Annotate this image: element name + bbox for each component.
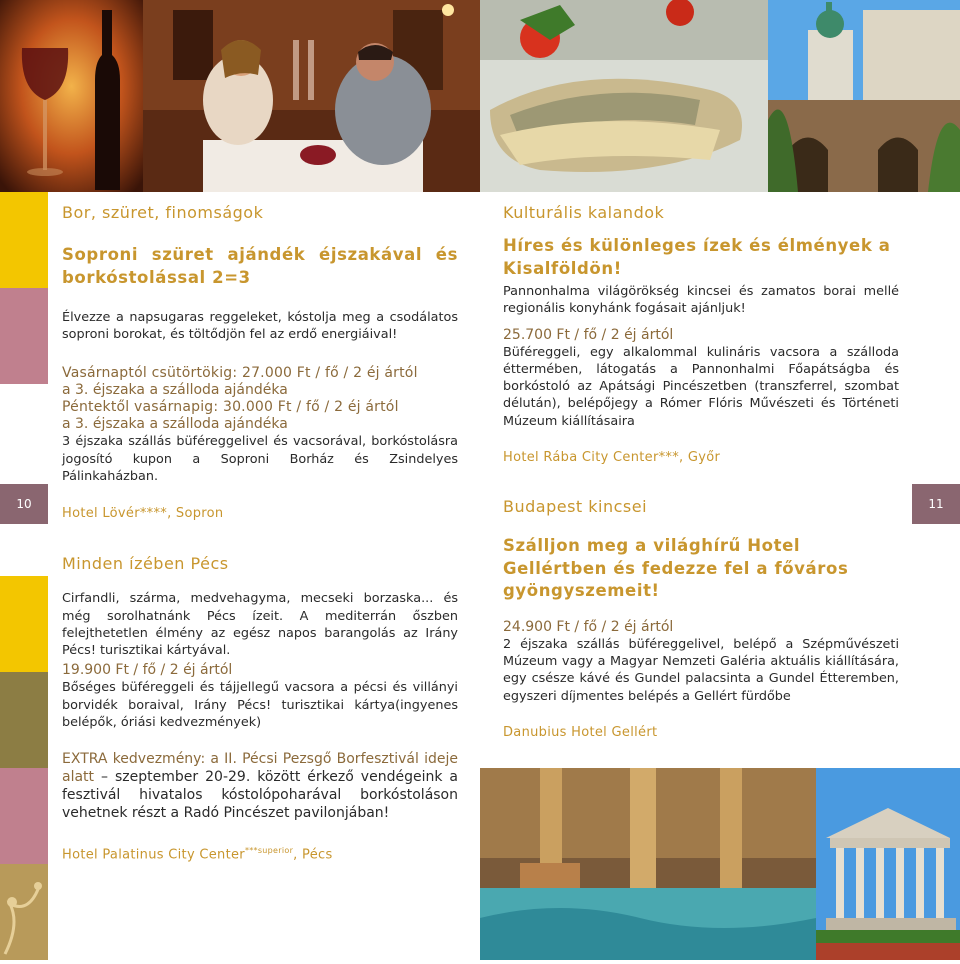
right-column	[503, 204, 899, 741]
gourmet-dish-photo	[480, 0, 768, 192]
hotel-palatinus-stars: ***superior	[244, 846, 294, 856]
extra-discount	[62, 750, 458, 822]
hotel-name-gellert: Danubius Hotel Gellért	[503, 724, 658, 740]
offer-intro-sopron: Élvezze a napsugaras reggeleket, kóstolja meg a csodálatos soproni borokat, és töltődjön fel az erdő energiáival!	[62, 310, 458, 343]
offer-intro-pecs: Cirfandli, szárma, medvehagyma, mecseki borzaska... és még sorolhatnánk Pécs ízeit. A mediterrán őszben felejthetetlen élmény az egész napos barangolás az Irány Pécs! turisztikai kártyával.	[62, 591, 458, 659]
section-title-pecs: Minden ízében Pécs	[62, 554, 229, 574]
hotel-name-raba: Hotel Rába City Center***, Győr	[503, 449, 721, 465]
offer-title-sopron: Soproni szüret ajándék éjszakával és borkóstolással 2=3	[62, 245, 458, 287]
price-weekend: Péntektől vasárnapig: 30.000 Ft / fő / 2 éj ártól	[62, 399, 399, 416]
color-strip-yellow-2	[0, 576, 48, 672]
offer-details-pecs: Bőséges büféreggeli és tájjellegű vacsora a pécsi és villányi borvidék boraival, Irány Pécs! turisztikai kártya(ingyenes belépők, óriási kedvezmények)	[62, 680, 458, 730]
offer-title-kisalfold: Híres és különleges ízek és élmények a Kisalföldön!	[503, 236, 891, 278]
museum-of-fine-arts-photo	[816, 768, 960, 960]
hotel-palatinus-city: , Pécs	[293, 847, 333, 863]
gift-weekday: a 3. éjszaka a szálloda ajándéka	[62, 381, 288, 398]
page-number-left: 10	[0, 484, 48, 524]
offer-details-budapest: 2 éjszaka szállás büféreggelivel, belépő a Szépművészeti Múzeum vagy a Magyar Nemzeti Galéria aktuális kiállítására, egy csésze kávé és Gundel palacsinta a Gundel Étteremben, egyszeri díjmentes belépés a Gellért fürdőbe	[503, 636, 899, 704]
couple-toasting-photo	[143, 0, 480, 192]
section-title-culture: Kulturális kalandok	[503, 203, 665, 222]
offer-details-sopron: 3 éjszaka szállás büféreggelivel és vacsorával, borkóstolásra jogosító kupon a Soproni Borház és Zsindelyes Pálinkaházban.	[62, 434, 458, 484]
offer-details-gyor: Büféreggeli, egy alkalommal kulináris vacsora a szálloda éttermében, látogatás a Pannonhalmi Főapátságba és borkóstoló az Apátsági Pincészetben (transzferrel, szombat délután), belépőjegy a Rómer Flóris Művészeti és Történeti Múzeum kiállításaira	[503, 344, 899, 429]
hotel-name-lover: Hotel Lövér****, Sopron	[62, 506, 224, 522]
hotel-name-palatinus	[62, 842, 458, 864]
offer-intro-kisalfold: Pannonhalma világörökség kincsei és zamatos borai mellé regionális konyhánk fogásait ajánljuk!	[503, 284, 899, 317]
offer-title-gellert: Szálljon meg a világhírű Hotel Gellértben és fedezze fel a főváros gyöngyszemeit!	[503, 536, 849, 601]
color-strip-olive	[0, 672, 48, 768]
pannonhalma-abbey-photo	[768, 0, 960, 192]
extra-discount-title: EXTRA kedvezmény: a II. Pécsi Pezsgő Borfesztivál ideje alatt	[62, 751, 458, 786]
price-pecs: 19.900 Ft / fő / 2 éj ártól	[62, 662, 233, 679]
price-gyor: 25.700 Ft / fő / 2 éj ártól	[503, 326, 674, 343]
price-budapest: 24.900 Ft / fő / 2 éj ártól	[503, 618, 674, 635]
wine-bottle-photo	[0, 0, 143, 192]
gellert-bath-photo	[480, 768, 816, 960]
color-strip-pink	[0, 288, 48, 384]
page-number-right: 11	[912, 484, 960, 524]
color-strip-ornament	[0, 864, 48, 960]
left-column	[62, 204, 458, 864]
section-title-wine: Bor, szüret, finomságok	[62, 203, 264, 222]
color-strip-pink-2	[0, 768, 48, 864]
gift-weekend: a 3. éjszaka a szálloda ajándéka	[62, 416, 288, 433]
extra-discount-text: – szeptember 20-29. között érkező vendégeink a fesztivál hivatalos kóstolópoharával borkóstoláson vehetnek részt a Radó Pincészet pavilonjában!	[62, 769, 459, 822]
price-weekday: Vasárnaptól csütörtökig: 27.000 Ft / fő / 2 éj ártól	[62, 364, 418, 381]
hotel-palatinus-name: Hotel Palatinus City Center	[62, 847, 245, 863]
floral-ornament-icon	[0, 864, 48, 960]
color-strip-yellow	[0, 192, 48, 288]
section-title-budapest: Budapest kincsei	[503, 497, 648, 517]
